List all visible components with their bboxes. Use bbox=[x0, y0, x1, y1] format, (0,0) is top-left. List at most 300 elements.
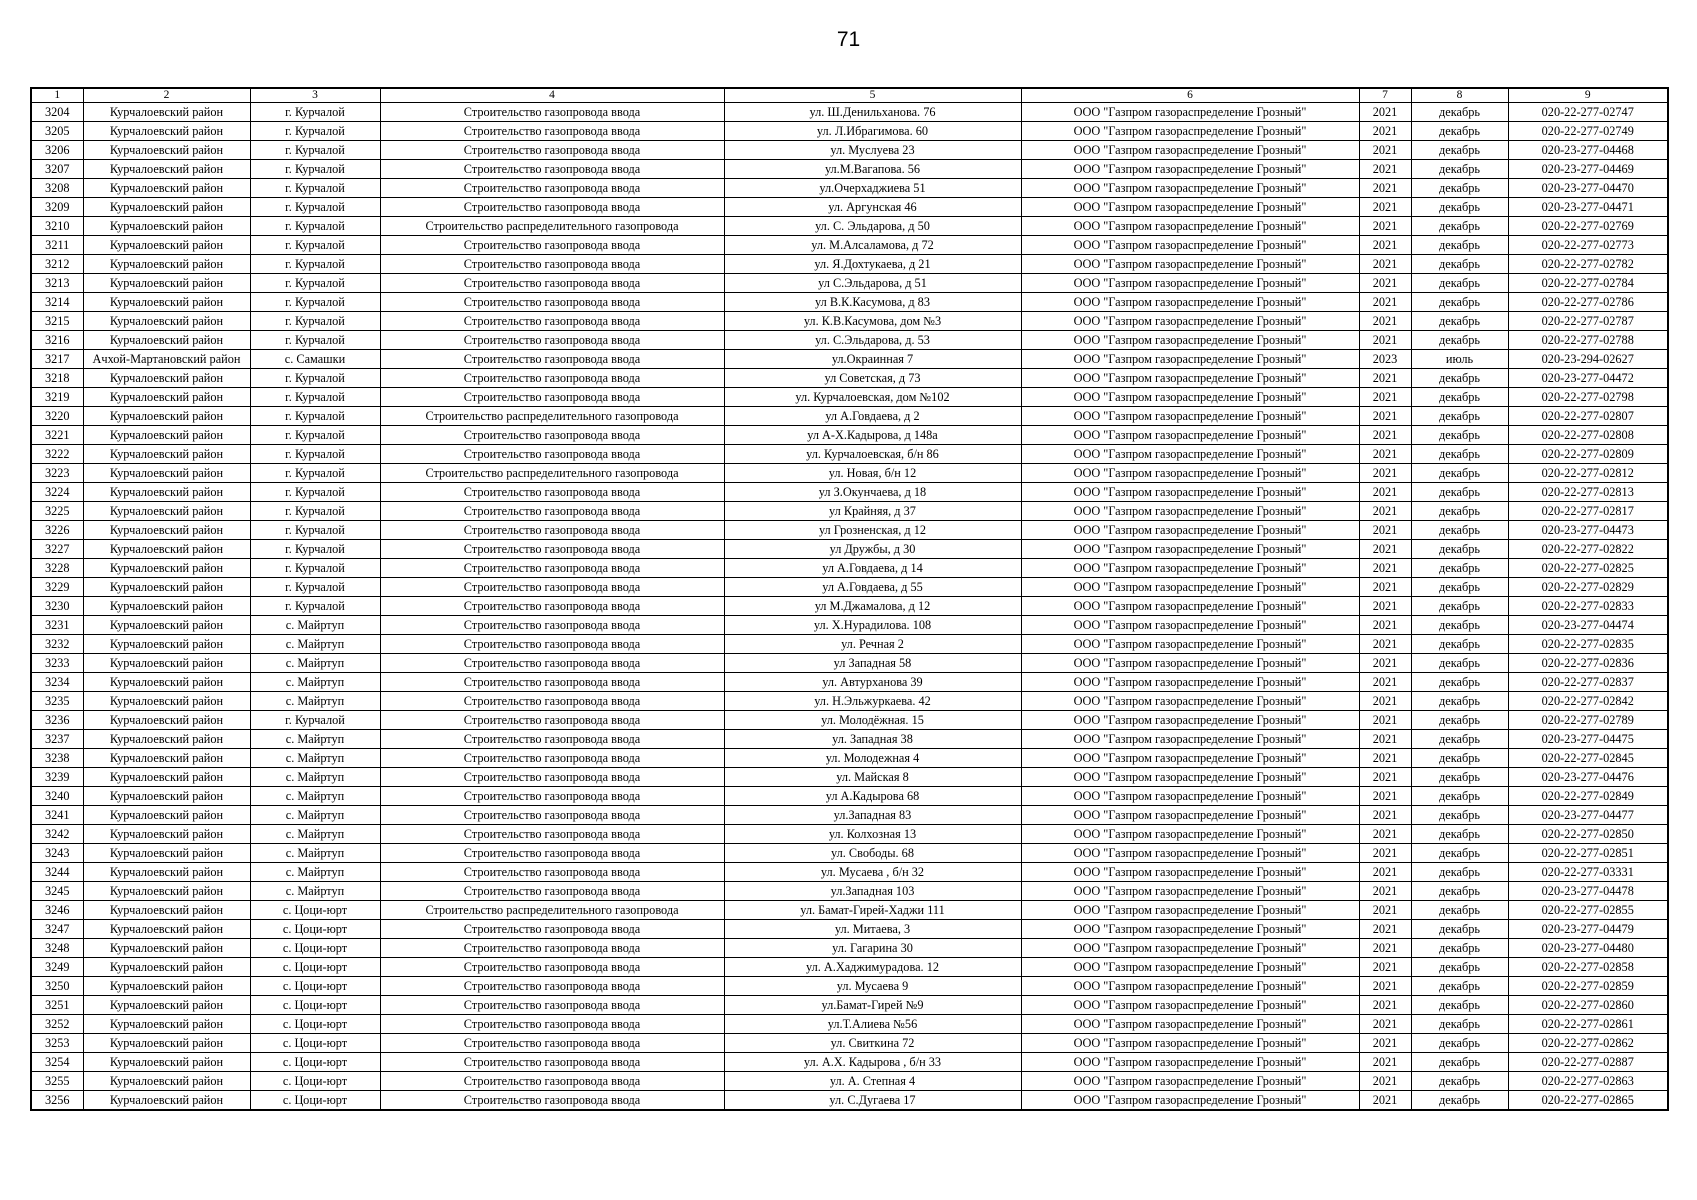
cell-registry-number: 020-23-277-04478 bbox=[1508, 882, 1668, 901]
cell-settlement: с. Майртуп bbox=[250, 730, 380, 749]
cell-row-number: 3228 bbox=[31, 559, 83, 578]
cell-organization: ООО "Газпром газораспределение Грозный" bbox=[1021, 939, 1359, 958]
cell-row-number: 3212 bbox=[31, 255, 83, 274]
cell-district: Курчалоевский район bbox=[83, 635, 250, 654]
cell-address: ул. С.Эльдарова, д. 53 bbox=[724, 331, 1021, 350]
cell-row-number: 3221 bbox=[31, 426, 83, 445]
cell-district: Курчалоевский район bbox=[83, 1034, 250, 1053]
cell-month: декабрь bbox=[1411, 996, 1508, 1015]
cell-address: ул Крайняя, д 37 bbox=[724, 502, 1021, 521]
cell-organization: ООО "Газпром газораспределение Грозный" bbox=[1021, 141, 1359, 160]
cell-registry-number: 020-22-277-02833 bbox=[1508, 597, 1668, 616]
cell-district: Курчалоевский район bbox=[83, 141, 250, 160]
cell-row-number: 3241 bbox=[31, 806, 83, 825]
cell-year: 2021 bbox=[1359, 255, 1411, 274]
cell-year: 2021 bbox=[1359, 103, 1411, 122]
cell-month: декабрь bbox=[1411, 483, 1508, 502]
table-row bbox=[31, 331, 1668, 350]
cell-year: 2021 bbox=[1359, 711, 1411, 730]
cell-address: ул. А. Степная 4 bbox=[724, 1072, 1021, 1091]
table-row bbox=[31, 445, 1668, 464]
cell-registry-number: 020-22-277-02855 bbox=[1508, 901, 1668, 920]
cell-month: декабрь bbox=[1411, 540, 1508, 559]
cell-registry-number: 020-23-277-04473 bbox=[1508, 521, 1668, 540]
cell-month: декабрь bbox=[1411, 825, 1508, 844]
cell-organization: ООО "Газпром газораспределение Грозный" bbox=[1021, 958, 1359, 977]
cell-address: ул А.Говдаева, д 2 bbox=[724, 407, 1021, 426]
cell-settlement: г. Курчалой bbox=[250, 426, 380, 445]
cell-work-type: Строительство газопровода ввода bbox=[380, 141, 724, 160]
table-row bbox=[31, 369, 1668, 388]
cell-row-number: 3243 bbox=[31, 844, 83, 863]
cell-registry-number: 020-22-277-02829 bbox=[1508, 578, 1668, 597]
cell-organization: ООО "Газпром газораспределение Грозный" bbox=[1021, 673, 1359, 692]
cell-month: декабрь bbox=[1411, 388, 1508, 407]
column-header-4: 4 bbox=[380, 88, 724, 103]
cell-year: 2021 bbox=[1359, 749, 1411, 768]
cell-settlement: г. Курчалой bbox=[250, 597, 380, 616]
cell-organization: ООО "Газпром газораспределение Грозный" bbox=[1021, 768, 1359, 787]
cell-work-type: Строительство газопровода ввода bbox=[380, 673, 724, 692]
cell-month: декабрь bbox=[1411, 407, 1508, 426]
cell-district: Курчалоевский район bbox=[83, 578, 250, 597]
cell-district: Курчалоевский район bbox=[83, 692, 250, 711]
cell-work-type: Строительство газопровода ввода bbox=[380, 996, 724, 1015]
cell-registry-number: 020-22-277-02798 bbox=[1508, 388, 1668, 407]
cell-work-type: Строительство газопровода ввода bbox=[380, 559, 724, 578]
cell-settlement: с. Майртуп bbox=[250, 768, 380, 787]
cell-organization: ООО "Газпром газораспределение Грозный" bbox=[1021, 1091, 1359, 1111]
cell-work-type: Строительство газопровода ввода bbox=[380, 122, 724, 141]
cell-month: декабрь bbox=[1411, 692, 1508, 711]
cell-registry-number: 020-22-277-02862 bbox=[1508, 1034, 1668, 1053]
cell-registry-number: 020-23-277-04474 bbox=[1508, 616, 1668, 635]
cell-work-type: Строительство газопровода ввода bbox=[380, 293, 724, 312]
cell-registry-number: 020-23-277-04480 bbox=[1508, 939, 1668, 958]
cell-district: Курчалоевский район bbox=[83, 445, 250, 464]
cell-address: ул. К.В.Касумова, дом №3 bbox=[724, 312, 1021, 331]
cell-month: декабрь bbox=[1411, 768, 1508, 787]
cell-organization: ООО "Газпром газораспределение Грозный" bbox=[1021, 407, 1359, 426]
cell-work-type: Строительство газопровода ввода bbox=[380, 445, 724, 464]
cell-month: декабрь bbox=[1411, 958, 1508, 977]
cell-district: Курчалоевский район bbox=[83, 369, 250, 388]
cell-registry-number: 020-22-277-02865 bbox=[1508, 1091, 1668, 1111]
cell-address: ул. Аргунская 46 bbox=[724, 198, 1021, 217]
cell-work-type: Строительство газопровода ввода bbox=[380, 825, 724, 844]
cell-year: 2021 bbox=[1359, 312, 1411, 331]
cell-work-type: Строительство газопровода ввода bbox=[380, 863, 724, 882]
cell-district: Курчалоевский район bbox=[83, 179, 250, 198]
cell-month: декабрь bbox=[1411, 426, 1508, 445]
cell-district: Курчалоевский район bbox=[83, 312, 250, 331]
cell-month: декабрь bbox=[1411, 654, 1508, 673]
cell-work-type: Строительство газопровода ввода bbox=[380, 616, 724, 635]
cell-address: ул. Курчалоевская, б/н 86 bbox=[724, 445, 1021, 464]
cell-organization: ООО "Газпром газораспределение Грозный" bbox=[1021, 198, 1359, 217]
cell-work-type: Строительство газопровода ввода bbox=[380, 274, 724, 293]
cell-registry-number: 020-22-277-02749 bbox=[1508, 122, 1668, 141]
cell-organization: ООО "Газпром газораспределение Грозный" bbox=[1021, 1053, 1359, 1072]
cell-work-type: Строительство газопровода ввода bbox=[380, 939, 724, 958]
cell-year: 2021 bbox=[1359, 578, 1411, 597]
cell-year: 2021 bbox=[1359, 445, 1411, 464]
cell-address: ул. Майская 8 bbox=[724, 768, 1021, 787]
cell-year: 2021 bbox=[1359, 730, 1411, 749]
cell-settlement: с. Самашки bbox=[250, 350, 380, 369]
cell-district: Курчалоевский район bbox=[83, 331, 250, 350]
cell-month: декабрь bbox=[1411, 844, 1508, 863]
cell-settlement: г. Курчалой bbox=[250, 217, 380, 236]
cell-settlement: с. Майртуп bbox=[250, 825, 380, 844]
cell-organization: ООО "Газпром газораспределение Грозный" bbox=[1021, 882, 1359, 901]
cell-address: ул. Я.Дохтукаева, д 21 bbox=[724, 255, 1021, 274]
table-row bbox=[31, 198, 1668, 217]
table-row bbox=[31, 312, 1668, 331]
cell-month: декабрь bbox=[1411, 1053, 1508, 1072]
cell-settlement: с. Майртуп bbox=[250, 844, 380, 863]
cell-registry-number: 020-22-277-02849 bbox=[1508, 787, 1668, 806]
cell-settlement: с. Майртуп bbox=[250, 882, 380, 901]
cell-row-number: 3242 bbox=[31, 825, 83, 844]
cell-organization: ООО "Газпром газораспределение Грозный" bbox=[1021, 350, 1359, 369]
cell-district: Курчалоевский район bbox=[83, 958, 250, 977]
cell-row-number: 3236 bbox=[31, 711, 83, 730]
cell-work-type: Строительство газопровода ввода bbox=[380, 502, 724, 521]
table-row bbox=[31, 1091, 1668, 1111]
cell-settlement: г. Курчалой bbox=[250, 578, 380, 597]
cell-work-type: Строительство газопровода ввода bbox=[380, 1034, 724, 1053]
cell-organization: ООО "Газпром газораспределение Грозный" bbox=[1021, 103, 1359, 122]
cell-district: Курчалоевский район bbox=[83, 996, 250, 1015]
cell-row-number: 3255 bbox=[31, 1072, 83, 1091]
cell-settlement: с. Майртуп bbox=[250, 749, 380, 768]
cell-registry-number: 020-22-277-02859 bbox=[1508, 977, 1668, 996]
table-row bbox=[31, 559, 1668, 578]
cell-year: 2021 bbox=[1359, 559, 1411, 578]
cell-organization: ООО "Газпром газораспределение Грозный" bbox=[1021, 331, 1359, 350]
cell-month: декабрь bbox=[1411, 179, 1508, 198]
cell-year: 2021 bbox=[1359, 787, 1411, 806]
cell-row-number: 3248 bbox=[31, 939, 83, 958]
cell-address: ул. Свободы. 68 bbox=[724, 844, 1021, 863]
cell-year: 2021 bbox=[1359, 882, 1411, 901]
cell-row-number: 3239 bbox=[31, 768, 83, 787]
cell-month: декабрь bbox=[1411, 141, 1508, 160]
cell-registry-number: 020-22-277-02788 bbox=[1508, 331, 1668, 350]
cell-organization: ООО "Газпром газораспределение Грозный" bbox=[1021, 464, 1359, 483]
cell-registry-number: 020-22-277-03331 bbox=[1508, 863, 1668, 882]
cell-month: декабрь bbox=[1411, 274, 1508, 293]
table-row bbox=[31, 654, 1668, 673]
table-row bbox=[31, 901, 1668, 920]
cell-settlement: с. Цоци-юрт bbox=[250, 901, 380, 920]
cell-work-type: Строительство газопровода ввода bbox=[380, 597, 724, 616]
cell-year: 2021 bbox=[1359, 920, 1411, 939]
cell-year: 2021 bbox=[1359, 996, 1411, 1015]
cell-year: 2021 bbox=[1359, 388, 1411, 407]
cell-year: 2021 bbox=[1359, 217, 1411, 236]
cell-month: июль bbox=[1411, 350, 1508, 369]
cell-settlement: г. Курчалой bbox=[250, 312, 380, 331]
cell-district: Курчалоевский район bbox=[83, 844, 250, 863]
cell-registry-number: 020-23-294-02627 bbox=[1508, 350, 1668, 369]
cell-registry-number: 020-22-277-02812 bbox=[1508, 464, 1668, 483]
cell-year: 2021 bbox=[1359, 616, 1411, 635]
cell-settlement: г. Курчалой bbox=[250, 179, 380, 198]
cell-organization: ООО "Газпром газораспределение Грозный" bbox=[1021, 179, 1359, 198]
cell-month: декабрь bbox=[1411, 920, 1508, 939]
cell-month: декабрь bbox=[1411, 635, 1508, 654]
cell-work-type: Строительство газопровода ввода bbox=[380, 578, 724, 597]
cell-row-number: 3222 bbox=[31, 445, 83, 464]
cell-year: 2021 bbox=[1359, 1072, 1411, 1091]
cell-row-number: 3249 bbox=[31, 958, 83, 977]
cell-settlement: с. Майртуп bbox=[250, 787, 380, 806]
cell-work-type: Строительство газопровода ввода bbox=[380, 768, 724, 787]
cell-year: 2021 bbox=[1359, 1015, 1411, 1034]
cell-row-number: 3246 bbox=[31, 901, 83, 920]
cell-row-number: 3214 bbox=[31, 293, 83, 312]
cell-district: Курчалоевский район bbox=[83, 464, 250, 483]
cell-organization: ООО "Газпром газораспределение Грозный" bbox=[1021, 502, 1359, 521]
cell-month: декабрь bbox=[1411, 578, 1508, 597]
cell-year: 2021 bbox=[1359, 673, 1411, 692]
cell-address: ул.М.Вагапова. 56 bbox=[724, 160, 1021, 179]
cell-settlement: г. Курчалой bbox=[250, 198, 380, 217]
cell-work-type: Строительство распределительного газопровода bbox=[380, 407, 724, 426]
table-body bbox=[31, 103, 1668, 1111]
cell-address: ул. Молодёжная. 15 bbox=[724, 711, 1021, 730]
cell-work-type: Строительство газопровода ввода bbox=[380, 711, 724, 730]
cell-year: 2021 bbox=[1359, 141, 1411, 160]
cell-address: ул. Мусаева , б/н 32 bbox=[724, 863, 1021, 882]
cell-registry-number: 020-22-277-02769 bbox=[1508, 217, 1668, 236]
cell-year: 2021 bbox=[1359, 160, 1411, 179]
cell-address: ул. А.Хаджимурадова. 12 bbox=[724, 958, 1021, 977]
cell-row-number: 3231 bbox=[31, 616, 83, 635]
cell-district: Курчалоевский район bbox=[83, 122, 250, 141]
cell-settlement: с. Цоци-юрт bbox=[250, 1072, 380, 1091]
cell-month: декабрь bbox=[1411, 255, 1508, 274]
cell-registry-number: 020-22-277-02809 bbox=[1508, 445, 1668, 464]
cell-organization: ООО "Газпром газораспределение Грозный" bbox=[1021, 996, 1359, 1015]
cell-row-number: 3238 bbox=[31, 749, 83, 768]
cell-registry-number: 020-23-277-04475 bbox=[1508, 730, 1668, 749]
cell-district: Курчалоевский район bbox=[83, 977, 250, 996]
table-row bbox=[31, 217, 1668, 236]
cell-district: Курчалоевский район bbox=[83, 730, 250, 749]
cell-work-type: Строительство газопровода ввода bbox=[380, 1091, 724, 1111]
cell-month: декабрь bbox=[1411, 293, 1508, 312]
cell-month: декабрь bbox=[1411, 863, 1508, 882]
cell-year: 2021 bbox=[1359, 939, 1411, 958]
cell-settlement: г. Курчалой bbox=[250, 103, 380, 122]
cell-address: ул. Автурханова 39 bbox=[724, 673, 1021, 692]
column-header-3: 3 bbox=[250, 88, 380, 103]
table-row bbox=[31, 996, 1668, 1015]
cell-work-type: Строительство газопровода ввода bbox=[380, 977, 724, 996]
cell-settlement: г. Курчалой bbox=[250, 293, 380, 312]
cell-address: ул. Муслуева 23 bbox=[724, 141, 1021, 160]
cell-year: 2021 bbox=[1359, 958, 1411, 977]
cell-settlement: с. Цоци-юрт bbox=[250, 1053, 380, 1072]
cell-month: декабрь bbox=[1411, 331, 1508, 350]
cell-month: декабрь bbox=[1411, 198, 1508, 217]
cell-month: декабрь bbox=[1411, 445, 1508, 464]
cell-organization: ООО "Газпром газораспределение Грозный" bbox=[1021, 255, 1359, 274]
cell-row-number: 3206 bbox=[31, 141, 83, 160]
cell-settlement: г. Курчалой bbox=[250, 559, 380, 578]
cell-district: Курчалоевский район bbox=[83, 711, 250, 730]
cell-registry-number: 020-22-277-02747 bbox=[1508, 103, 1668, 122]
cell-district: Курчалоевский район bbox=[83, 749, 250, 768]
cell-month: декабрь bbox=[1411, 616, 1508, 635]
cell-month: декабрь bbox=[1411, 939, 1508, 958]
cell-settlement: с. Майртуп bbox=[250, 635, 380, 654]
cell-row-number: 3216 bbox=[31, 331, 83, 350]
table-row bbox=[31, 863, 1668, 882]
cell-organization: ООО "Газпром газораспределение Грозный" bbox=[1021, 388, 1359, 407]
table-row bbox=[31, 293, 1668, 312]
cell-registry-number: 020-22-277-02822 bbox=[1508, 540, 1668, 559]
cell-address: ул.Окраинная 7 bbox=[724, 350, 1021, 369]
cell-row-number: 3218 bbox=[31, 369, 83, 388]
cell-address: ул. Л.Ибрагимова. 60 bbox=[724, 122, 1021, 141]
cell-registry-number: 020-22-277-02863 bbox=[1508, 1072, 1668, 1091]
cell-year: 2021 bbox=[1359, 179, 1411, 198]
table-row bbox=[31, 825, 1668, 844]
cell-row-number: 3226 bbox=[31, 521, 83, 540]
cell-registry-number: 020-23-277-04476 bbox=[1508, 768, 1668, 787]
cell-district: Курчалоевский район bbox=[83, 920, 250, 939]
cell-district: Курчалоевский район bbox=[83, 293, 250, 312]
cell-organization: ООО "Газпром газораспределение Грозный" bbox=[1021, 711, 1359, 730]
cell-settlement: с. Цоци-юрт bbox=[250, 958, 380, 977]
cell-row-number: 3204 bbox=[31, 103, 83, 122]
cell-settlement: г. Курчалой bbox=[250, 540, 380, 559]
cell-work-type: Строительство газопровода ввода bbox=[380, 882, 724, 901]
table-row bbox=[31, 1072, 1668, 1091]
cell-organization: ООО "Газпром газораспределение Грозный" bbox=[1021, 445, 1359, 464]
table-row bbox=[31, 274, 1668, 293]
cell-district: Курчалоевский район bbox=[83, 1053, 250, 1072]
cell-registry-number: 020-22-277-02807 bbox=[1508, 407, 1668, 426]
table-row bbox=[31, 236, 1668, 255]
cell-row-number: 3208 bbox=[31, 179, 83, 198]
cell-registry-number: 020-22-277-02887 bbox=[1508, 1053, 1668, 1072]
cell-organization: ООО "Газпром газораспределение Грозный" bbox=[1021, 616, 1359, 635]
cell-settlement: г. Курчалой bbox=[250, 331, 380, 350]
column-header-7: 7 bbox=[1359, 88, 1411, 103]
cell-year: 2021 bbox=[1359, 464, 1411, 483]
table-row bbox=[31, 1015, 1668, 1034]
table-row bbox=[31, 483, 1668, 502]
cell-row-number: 3225 bbox=[31, 502, 83, 521]
cell-year: 2021 bbox=[1359, 521, 1411, 540]
table-row bbox=[31, 768, 1668, 787]
cell-month: декабрь bbox=[1411, 901, 1508, 920]
cell-year: 2023 bbox=[1359, 350, 1411, 369]
cell-work-type: Строительство газопровода ввода bbox=[380, 198, 724, 217]
cell-settlement: г. Курчалой bbox=[250, 122, 380, 141]
cell-registry-number: 020-23-277-04477 bbox=[1508, 806, 1668, 825]
cell-month: декабрь bbox=[1411, 103, 1508, 122]
cell-year: 2021 bbox=[1359, 863, 1411, 882]
cell-address: ул А.Говдаева, д 14 bbox=[724, 559, 1021, 578]
cell-settlement: г. Курчалой bbox=[250, 445, 380, 464]
cell-year: 2021 bbox=[1359, 293, 1411, 312]
cell-row-number: 3251 bbox=[31, 996, 83, 1015]
cell-work-type: Строительство газопровода ввода bbox=[380, 236, 724, 255]
cell-year: 2021 bbox=[1359, 692, 1411, 711]
cell-registry-number: 020-22-277-02835 bbox=[1508, 635, 1668, 654]
cell-organization: ООО "Газпром газораспределение Грозный" bbox=[1021, 578, 1359, 597]
cell-address: ул. Свиткина 72 bbox=[724, 1034, 1021, 1053]
cell-settlement: с. Майртуп bbox=[250, 616, 380, 635]
cell-month: декабрь bbox=[1411, 806, 1508, 825]
cell-address: ул. Западная 38 bbox=[724, 730, 1021, 749]
cell-row-number: 3217 bbox=[31, 350, 83, 369]
cell-organization: ООО "Газпром газораспределение Грозный" bbox=[1021, 369, 1359, 388]
cell-registry-number: 020-22-277-02858 bbox=[1508, 958, 1668, 977]
cell-district: Курчалоевский район bbox=[83, 274, 250, 293]
table-row bbox=[31, 882, 1668, 901]
cell-district: Курчалоевский район bbox=[83, 882, 250, 901]
cell-registry-number: 020-22-277-02782 bbox=[1508, 255, 1668, 274]
cell-year: 2021 bbox=[1359, 825, 1411, 844]
cell-organization: ООО "Газпром газораспределение Грозный" bbox=[1021, 844, 1359, 863]
cell-organization: ООО "Газпром газораспределение Грозный" bbox=[1021, 160, 1359, 179]
cell-row-number: 3244 bbox=[31, 863, 83, 882]
cell-year: 2021 bbox=[1359, 1034, 1411, 1053]
cell-month: декабрь bbox=[1411, 1072, 1508, 1091]
cell-row-number: 3245 bbox=[31, 882, 83, 901]
cell-address: ул.Т.Алиева №56 bbox=[724, 1015, 1021, 1034]
cell-settlement: г. Курчалой bbox=[250, 711, 380, 730]
cell-district: Курчалоевский район bbox=[83, 1091, 250, 1111]
table-row bbox=[31, 597, 1668, 616]
cell-address: ул. Ш.Денильханова. 76 bbox=[724, 103, 1021, 122]
cell-organization: ООО "Газпром газораспределение Грозный" bbox=[1021, 692, 1359, 711]
cell-registry-number: 020-22-277-02851 bbox=[1508, 844, 1668, 863]
cell-organization: ООО "Газпром газораспределение Грозный" bbox=[1021, 559, 1359, 578]
table-row bbox=[31, 103, 1668, 122]
cell-settlement: г. Курчалой bbox=[250, 236, 380, 255]
cell-month: декабрь bbox=[1411, 749, 1508, 768]
cell-district: Курчалоевский район bbox=[83, 521, 250, 540]
cell-organization: ООО "Газпром газораспределение Грозный" bbox=[1021, 1072, 1359, 1091]
cell-work-type: Строительство газопровода ввода bbox=[380, 331, 724, 350]
cell-registry-number: 020-22-277-02787 bbox=[1508, 312, 1668, 331]
cell-organization: ООО "Газпром газораспределение Грозный" bbox=[1021, 806, 1359, 825]
table-row bbox=[31, 502, 1668, 521]
cell-settlement: с. Майртуп bbox=[250, 673, 380, 692]
cell-address: ул. Молодежная 4 bbox=[724, 749, 1021, 768]
cell-settlement: с. Майртуп bbox=[250, 654, 380, 673]
cell-registry-number: 020-23-277-04469 bbox=[1508, 160, 1668, 179]
cell-year: 2021 bbox=[1359, 407, 1411, 426]
cell-registry-number: 020-22-277-02773 bbox=[1508, 236, 1668, 255]
cell-year: 2021 bbox=[1359, 198, 1411, 217]
cell-district: Курчалоевский район bbox=[83, 673, 250, 692]
cell-year: 2021 bbox=[1359, 597, 1411, 616]
cell-settlement: г. Курчалой bbox=[250, 407, 380, 426]
cell-row-number: 3250 bbox=[31, 977, 83, 996]
table-row bbox=[31, 844, 1668, 863]
cell-organization: ООО "Газпром газораспределение Грозный" bbox=[1021, 521, 1359, 540]
table-row bbox=[31, 939, 1668, 958]
